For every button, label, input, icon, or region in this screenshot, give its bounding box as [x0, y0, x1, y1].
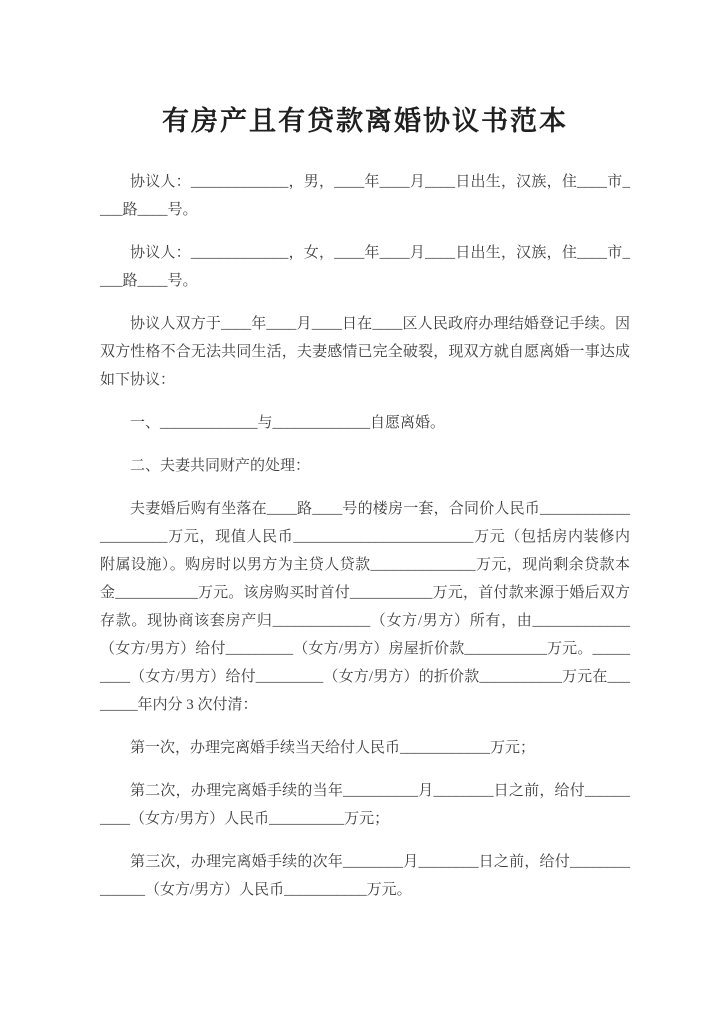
party-b-clause: 协议人：_____________，女，____年____月____日出生，汉族，住____市____路____号。	[100, 245, 630, 289]
document-body	[100, 168, 630, 904]
payment-third-installment: 第三次，办理完离婚手续的次年________月________日之前，给付______________（女方/男方）人民币___________万元。	[100, 854, 630, 898]
payment-second-installment: 第二次，办理完离婚手续的当年__________月________日之前，给付__________（女方/男方）人民币__________万元；	[100, 783, 630, 827]
clause-one-voluntary-divorce: 一、_____________与_____________自愿离婚。	[130, 415, 446, 431]
payment-first-installment: 第一次，办理完离婚手续当天给付人民币____________万元；	[130, 740, 536, 756]
clause-house-and-loan-details: 夫妻婚后购有坐落在____路____号的楼房一套，合同价人民币_____________________万元，现值人民币________________________万元（包括房内装修内附属设施）。购房时以男方为主贷人贷款______________万元，现尚剩余贷款本金___________万元。该房购买时首付___________万元，首付款来源于婚后双方存款。现协商该套房产归_____________（女方/男方）所有，由_____________（女方/男方）给付_________（女方/男方）房屋折价款___________万元。_________（女方/男方）给付_________（女方/男方）的折价款___________万元在________年内分 3 次付清：	[100, 501, 630, 713]
document-title: 有房产且有贷款离婚协议书范本	[162, 106, 568, 136]
party-a-clause: 协议人：_____________，男，____年____月____日出生，汉族，住____市____路____号。	[100, 174, 630, 218]
clause-two-property-heading: 二、夫妻共同财产的处理：	[130, 458, 311, 474]
preamble-clause: 协议人双方于____年____月____日在____区人民政府办理结婚登记手续。因双方性格不合无法共同生活，夫妻感情已完全破裂，现双方就自愿离婚一事达成如下协议：	[100, 316, 630, 388]
